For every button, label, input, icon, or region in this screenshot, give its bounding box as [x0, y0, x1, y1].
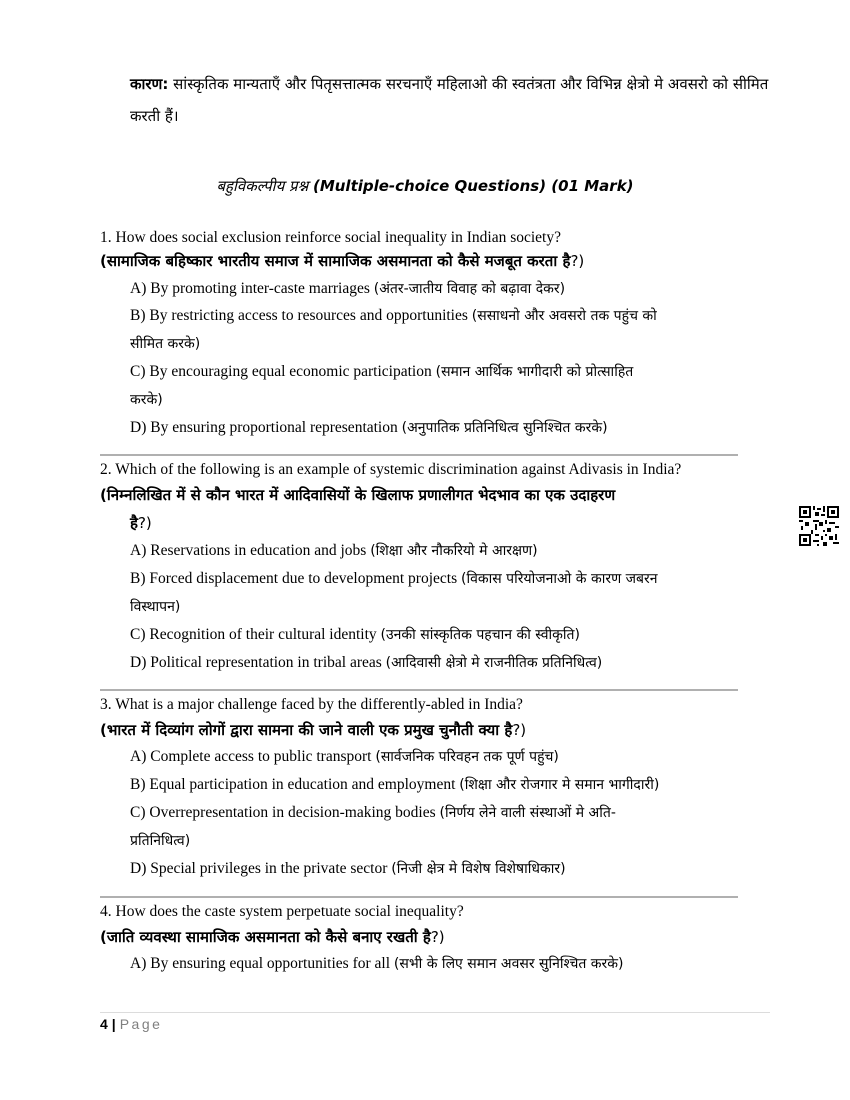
question-4-option-a: A) By ensuring equal opportunities for all (सभी के लिए समान अवसर सुनिश्चित करके)	[130, 955, 624, 972]
question-1-option-c-continued: करके)	[130, 392, 163, 408]
question-3-option-d: D) Special privileges in the private sector (निजी क्षेत्र मे विशेष विशेषाधिकार)	[130, 860, 566, 877]
question-1-option-c: C) By encouraging equal economic participation (समान आर्थिक भागीदारी को प्रोत्साहित	[130, 363, 634, 380]
page-footer	[100, 1016, 162, 1032]
question-2-hindi-continued: है?)	[130, 514, 152, 532]
question-3-english: 3. What is a major challenge faced by the differently-abled in India?	[100, 696, 523, 713]
question-3-option-c-continued: प्रतिनिधित्व)	[130, 833, 191, 849]
question-1-option-a: A) By promoting inter-caste marriages (अंतर-जातीय विवाह को बढ़ावा देकर)	[130, 280, 566, 297]
question-3-option-a: A) Complete access to public transport (सार्वजनिक परिवहन तक पूर्ण पहुंच)	[130, 748, 559, 765]
qr-code-icon	[799, 506, 839, 546]
section-heading-english: (Multiple-choice Questions) (01 Mark)	[312, 177, 634, 195]
question-3-hindi: (भारत में दिव्यांग लोगों द्वारा सामना की जाने वाली एक प्रमुख चुनौती क्या है?)	[100, 721, 527, 739]
question-4-english: 4. How does the caste system perpetuate social inequality?	[100, 903, 464, 920]
question-4-hindi: (जाति व्यवस्था सामाजिक असमानता को कैसे बनाए रखती है?)	[100, 928, 445, 946]
section-heading	[0, 176, 850, 196]
question-2-hindi: (निम्नलिखित में से कौन भारत में आदिवासियों के खिलाफ प्रणालीगत भेदभाव का एक उदाहरण	[100, 486, 616, 504]
question-divider	[100, 896, 738, 898]
question-1-option-b-continued: सीमित करके)	[130, 336, 201, 352]
question-3-option-b: B) Equal participation in education and employment (शिक्षा और रोजगार मे समान भागीदारी)	[130, 776, 660, 793]
question-1-option-d: D) By ensuring proportional representation (अनुपातिक प्रतिनिधित्व सुनिश्चित करके)	[130, 419, 608, 436]
reason-paragraph	[130, 68, 770, 132]
question-1-option-b: B) By restricting access to resources and opportunities (ससाधनो और अवसरो तक पहुंच को	[130, 307, 657, 324]
reason-text: सांस्कृतिक मान्यताएँ और पितृसत्तात्मक सरचनाएँ महिलाओ की स्वतंत्रता और विभिन्न क्षेत्रो मे अवसरो को सीमित करती हैं।	[130, 75, 769, 125]
page-label: Page	[119, 1016, 163, 1032]
footer-rule	[100, 1012, 770, 1013]
page-number: 4	[100, 1016, 108, 1032]
question-divider	[100, 454, 738, 456]
question-3-option-c: C) Overrepresentation in decision-making bodies (निर्णय लेने वाली संस्थाओं मे अति-	[130, 804, 616, 821]
reason-label: कारण:	[130, 75, 169, 93]
question-divider	[100, 689, 738, 691]
question-1-hindi: (सामाजिक बहिष्कार भारतीय समाज में सामाजिक असमानता को कैसे मजबूत करता है?)	[100, 252, 585, 270]
question-2-option-b-continued: विस्थापन)	[130, 599, 181, 615]
question-2-option-c: C) Recognition of their cultural identity (उनकी सांस्कृतिक पहचान की स्वीकृति)	[130, 626, 580, 643]
section-heading-hindi: बहुविकल्पीय प्रश्न	[216, 177, 309, 195]
question-1-english: 1. How does social exclusion reinforce social inequality in Indian society?	[100, 229, 561, 246]
question-2-option-b: B) Forced displacement due to development projects (विकास परियोजनाओ के कारण जबरन	[130, 570, 658, 587]
question-2-option-a: A) Reservations in education and jobs (शिक्षा और नौकरियो मे आरक्षण)	[130, 542, 538, 559]
question-2-english: 2. Which of the following is an example of systemic discrimination against Adivasis in India?	[100, 461, 682, 478]
question-2-option-d: D) Political representation in tribal areas (आदिवासी क्षेत्रो मे राजनीतिक प्रतिनिधित्व)	[130, 654, 603, 671]
footer-separator: |	[111, 1016, 116, 1032]
